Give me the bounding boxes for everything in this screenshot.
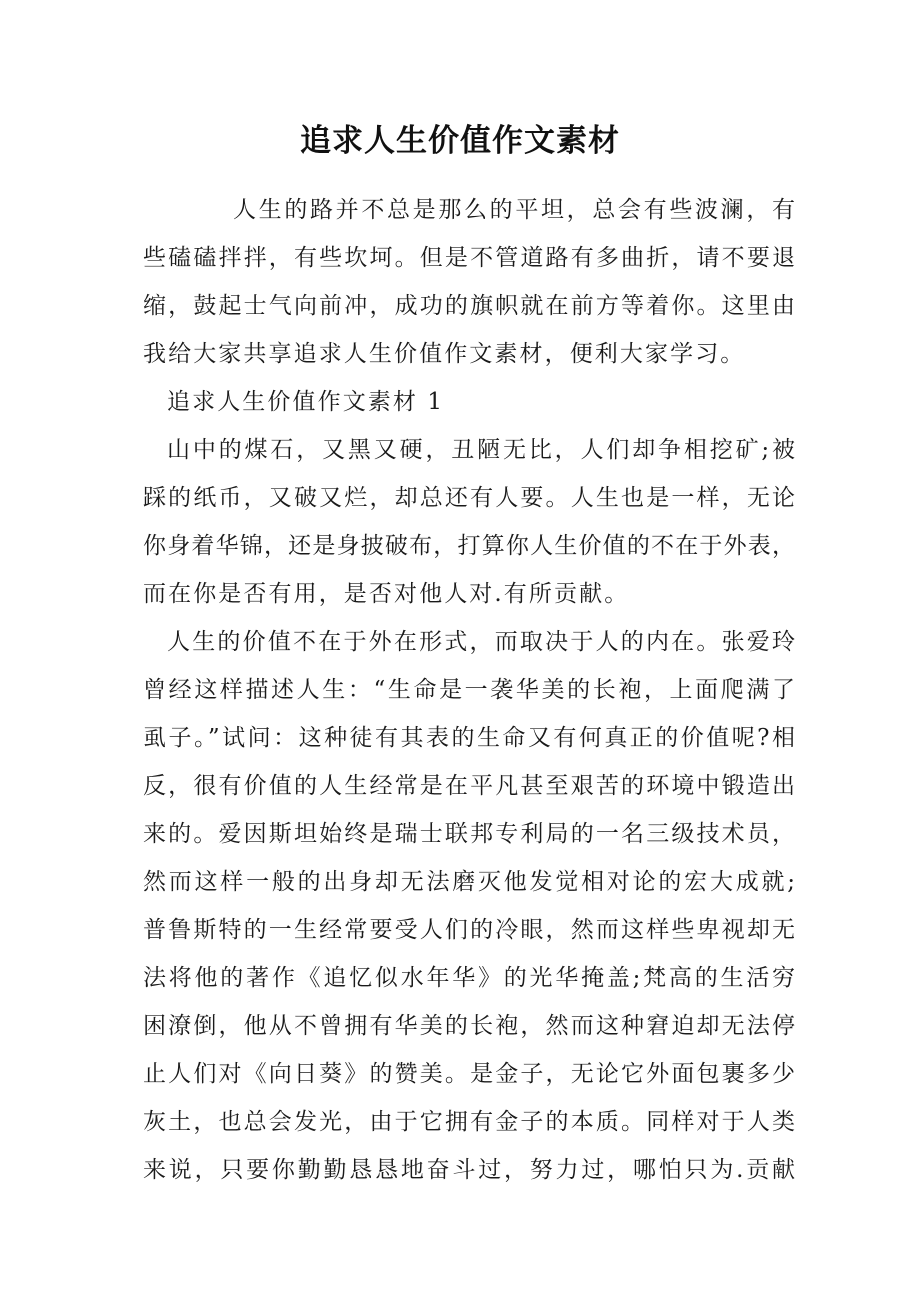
paragraph-line: 止人们对《向日葵》的赞美。是金子，无论它外面包裹多少	[143, 1061, 795, 1087]
paragraph-line: 灰土，也总会发光，由于它拥有金子的本质。同样对于人类	[143, 1109, 795, 1135]
section-heading: 追求人生价值作文素材 1	[167, 389, 445, 415]
paragraph-line: 虱子。”试问：这种徒有其表的生命又有何真正的价值呢?相	[143, 725, 795, 751]
paragraph-line: 然而这样一般的出身却无法磨灭他发觉相对论的宏大成就;	[143, 869, 795, 895]
paragraph-line: 法将他的著作《追忆似水年华》的光华掩盖;梵高的生活穷	[143, 965, 795, 991]
paragraph-line: 曾经这样描述人生：“生命是一袭华美的长袍，上面爬满了	[143, 677, 795, 703]
document-body	[143, 186, 795, 1194]
intro-line: 些磕磕拌拌，有些坎坷。但是不管道路有多曲折，请不要退	[143, 245, 795, 271]
paragraph-line: 来的。爱因斯坦始终是瑞士联邦专利局的一名三级技术员，	[143, 821, 795, 847]
paragraph-line: 来说，只要你勤勤恳恳地奋斗过，努力过，哪怕只为.贡献	[143, 1157, 795, 1183]
intro-line: 我给大家共享追求人生价值作文素材，便利大家学习。	[143, 341, 746, 367]
intro-line: 人生的路并不总是那么的平坦，总会有些波澜，有	[233, 197, 795, 223]
paragraph-line: 人生的价值不在于外在形式，而取决于人的内在。张爱玲	[167, 629, 795, 655]
intro-line: 缩，鼓起士气向前冲，成功的旗帜就在前方等着你。这里由	[143, 293, 795, 319]
paragraph-line: 踩的纸币，又破又烂，却总还有人要。人生也是一样，无论	[143, 485, 795, 511]
paragraph-line: 山中的煤石，又黑又硬，丑陋无比，人们却争相挖矿;被	[167, 437, 795, 463]
paragraph-line: 而在你是否有用，是否对他人对.有所贡献。	[143, 581, 630, 607]
paragraph-line: 你身着华锦，还是身披破布，打算你人生价值的不在于外表，	[143, 533, 795, 559]
paragraph-line: 反，很有价值的人生经常是在平凡甚至艰苦的环境中锻造出	[143, 773, 795, 799]
paragraph-line: 困潦倒，他从不曾拥有华美的长袍，然而这种窘迫却无法停	[143, 1013, 795, 1039]
paragraph-line: 普鲁斯特的一生经常要受人们的冷眼，然而这样些卑视却无	[143, 917, 795, 943]
document-title: 追求人生价值作文素材	[300, 123, 620, 159]
